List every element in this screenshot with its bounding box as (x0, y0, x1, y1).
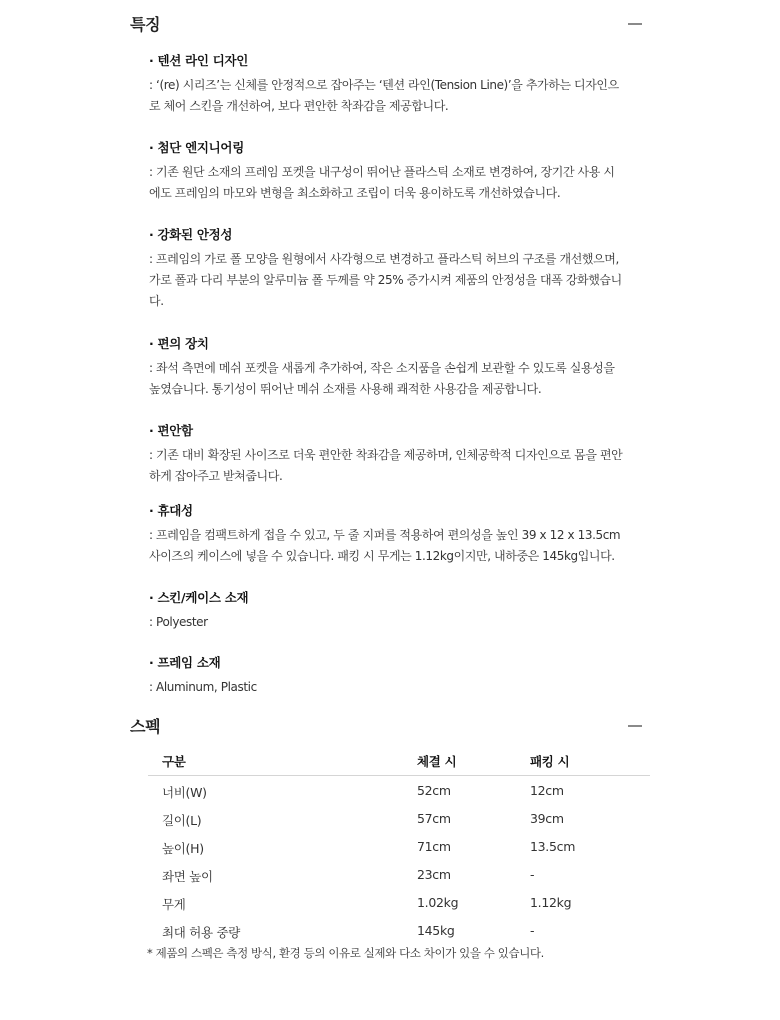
feature-description (149, 249, 654, 312)
row-packed-value: - (530, 923, 535, 938)
feature-line: 다. (149, 294, 164, 308)
feature-line: : 기존 대비 확장된 사이즈로 더욱 편안한 착좌감을 제공하며, 인체공학적 디자인으로 몸을 편안 (149, 448, 623, 462)
table-row (148, 776, 650, 804)
row-assembled-value: 145kg (417, 923, 455, 938)
feature-line: 하게 잡아주고 받쳐줍니다. (149, 469, 283, 483)
feature-line: 에도 프레임의 마모와 변형을 최소화하고 조립이 더욱 용이하도록 개선하였습니다. (149, 186, 561, 200)
feature-description (149, 358, 654, 400)
feature-line: : 프레임을 컴팩트하게 접을 수 있고, 두 줄 지퍼를 적용하여 편의성을 높인 39 x 12 x 13.5cm (149, 528, 621, 542)
feature-line: : Aluminum, Plastic (149, 680, 257, 694)
header-category: 구분 (162, 754, 186, 769)
feature-line: : Polyester (149, 615, 208, 629)
features-section-title: 특징 (130, 15, 161, 34)
feature-line: : 기존 원단 소재의 프레임 포켓을 내구성이 뛰어난 플라스틱 소재로 변경하여, 장기간 사용 시 (149, 165, 615, 179)
feature-title: · 프레임 소재 (149, 655, 221, 670)
feature-convenience (149, 335, 654, 400)
row-packed-value: - (530, 867, 535, 882)
table-row (148, 832, 650, 860)
feature-title: · 첨단 엔지니어링 (149, 140, 244, 155)
table-row (148, 860, 650, 888)
spec-table (148, 748, 650, 944)
spec-section-title: 스펙 (130, 717, 161, 736)
row-label: 최대 허용 중량 (162, 925, 240, 940)
row-packed-value: 1.12kg (530, 895, 572, 910)
feature-title: · 편의 장치 (149, 336, 209, 351)
feature-title: · 휴대성 (149, 503, 193, 518)
row-label: 무게 (162, 897, 186, 912)
feature-description (149, 162, 654, 204)
feature-description (149, 612, 654, 633)
spec-disclaimer-note: * 제품의 스펙은 측정 방식, 환경 등의 이유로 실제와 다소 차이가 있을 수 있습니다. (147, 946, 544, 960)
feature-portability (149, 502, 654, 567)
row-packed-value: 12cm (530, 783, 564, 798)
feature-tension-line (149, 52, 654, 117)
table-row (148, 916, 650, 944)
minus-icon[interactable] (628, 23, 642, 25)
table-row (148, 804, 650, 832)
feature-title: · 강화된 안정성 (149, 227, 233, 242)
feature-line: 가로 폴과 다리 부분의 알루미늄 폴 두께를 약 25% 증가시켜 제품의 안정성을 대폭 강화했습니 (149, 273, 622, 287)
spec-section-header[interactable] (130, 714, 642, 740)
row-label: 좌면 높이 (162, 869, 213, 884)
header-assembled: 체결 시 (417, 754, 457, 769)
feature-line: 로 체어 스킨을 개선하여, 보다 편안한 착좌감을 제공합니다. (149, 99, 449, 113)
feature-line: : ‘(re) 시리즈’는 신체를 안정적으로 잡아주는 ‘텐션 라인(Tension Line)’을 추가하는 디자인으 (149, 78, 619, 92)
row-label: 높이(H) (162, 841, 204, 856)
row-packed-value: 39cm (530, 811, 564, 826)
spec-table-header (148, 748, 650, 776)
row-label: 너비(W) (162, 785, 207, 800)
feature-comfort (149, 422, 654, 487)
row-assembled-value: 23cm (417, 867, 451, 882)
feature-description (149, 445, 654, 487)
feature-stability (149, 226, 654, 312)
row-assembled-value: 71cm (417, 839, 451, 854)
feature-engineering (149, 139, 654, 204)
header-packed: 패킹 시 (530, 754, 570, 769)
feature-title: · 텐션 라인 디자인 (149, 53, 249, 68)
feature-title: · 편안함 (149, 423, 193, 438)
feature-line: 높였습니다. 통기성이 뛰어난 메쉬 소재를 사용해 쾌적한 사용감을 제공합니다. (149, 382, 542, 396)
feature-description (149, 677, 654, 698)
feature-frame-material (149, 654, 654, 698)
row-packed-value: 13.5cm (530, 839, 576, 854)
feature-description (149, 75, 654, 117)
feature-line: 사이즈의 케이스에 넣을 수 있습니다. 패킹 시 무게는 1.12kg이지만, 내하중은 145kg입니다. (149, 549, 615, 563)
row-assembled-value: 57cm (417, 811, 451, 826)
minus-icon[interactable] (628, 725, 642, 727)
feature-line: : 좌석 측면에 메쉬 포켓을 새롭게 추가하여, 작은 소지품을 손쉽게 보관할 수 있도록 실용성을 (149, 361, 615, 375)
feature-title: · 스킨/케이스 소재 (149, 590, 249, 605)
feature-description (149, 525, 654, 567)
row-assembled-value: 52cm (417, 783, 451, 798)
features-section-header[interactable] (130, 12, 642, 38)
row-label: 길이(L) (162, 813, 202, 828)
row-assembled-value: 1.02kg (417, 895, 459, 910)
feature-skin-material (149, 589, 654, 633)
table-row (148, 888, 650, 916)
feature-line: : 프레임의 가로 폴 모양을 원형에서 사각형으로 변경하고 플라스틱 허브의 구조를 개선했으며, (149, 252, 619, 266)
